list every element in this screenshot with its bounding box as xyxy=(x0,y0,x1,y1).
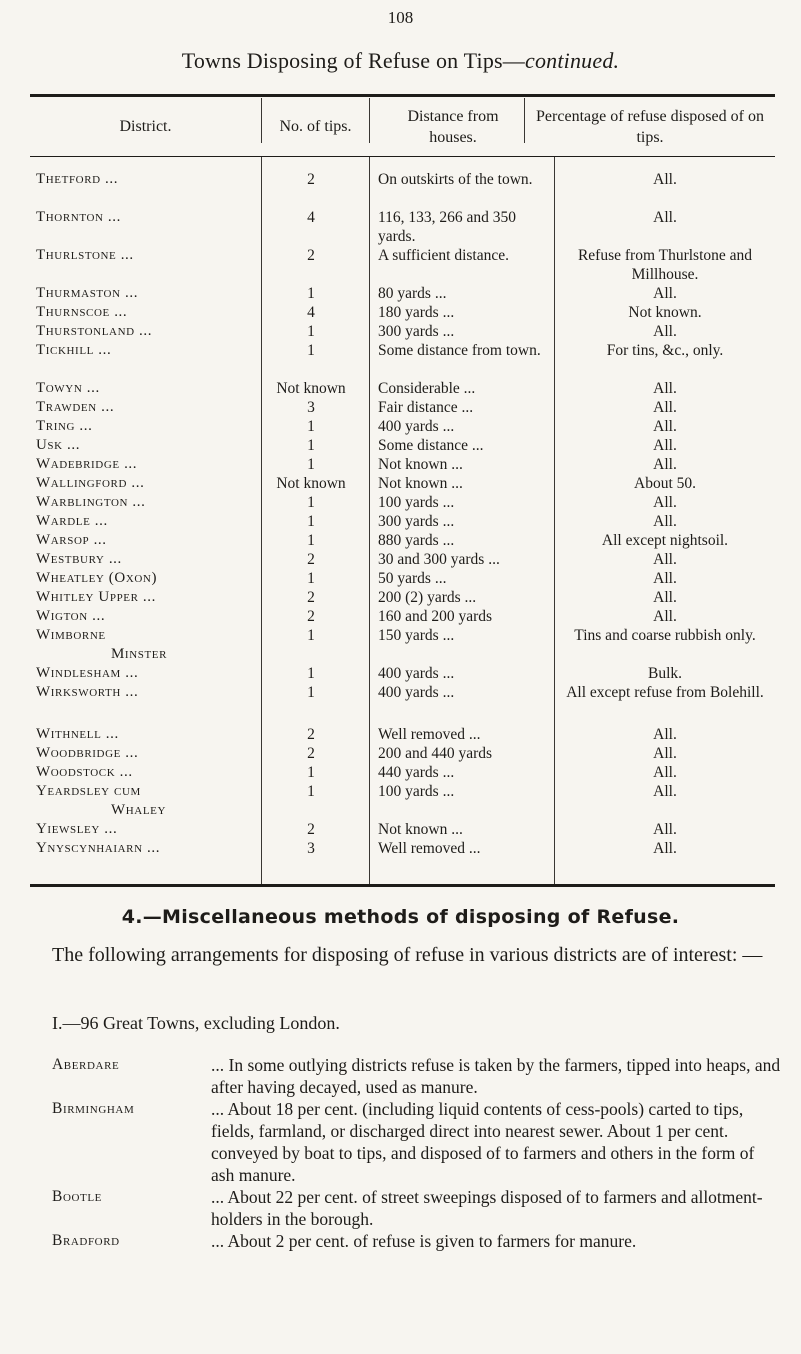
entry-town: Aberdare xyxy=(52,1056,120,1073)
distance-cell: 116, 133, 266 and 350 yards. xyxy=(378,209,517,245)
tips-cell: 1 xyxy=(307,323,315,340)
percentage-cell: All. xyxy=(653,608,677,625)
district-line-2: Minster xyxy=(111,646,168,662)
distance-cell: 180 yards ... xyxy=(378,303,552,322)
district-cell: Ynyscynhaiarn ... xyxy=(36,839,258,858)
distance-cell: On outskirts of the town. xyxy=(378,171,533,188)
district-cell: Withnell ... xyxy=(36,725,258,744)
table-row xyxy=(30,170,775,208)
distance-cell: A sufficient distance. xyxy=(378,247,510,264)
distance-cell: Not known ... xyxy=(378,455,552,474)
tips-cell: 1 xyxy=(307,532,315,549)
percentage-cell: All. xyxy=(653,494,677,511)
percentage-cell: Refuse from Thurlstone and Millhouse. xyxy=(577,247,753,283)
district-cell: Woodbridge ... xyxy=(36,744,258,763)
tips-cell: 2 xyxy=(307,171,315,188)
percentage-cell: All. xyxy=(653,285,677,302)
percentage-cell: All. xyxy=(653,418,677,435)
district-cell xyxy=(36,782,258,820)
distance-cell: Some distance ... xyxy=(378,436,552,455)
tips-cell: 1 xyxy=(307,437,315,454)
table-bottom-rule xyxy=(30,884,775,887)
tips-cell: 1 xyxy=(307,342,315,359)
table-row xyxy=(30,246,775,284)
percentage-cell: All. xyxy=(653,437,677,454)
tips-cell: 2 xyxy=(307,589,315,606)
tips-cell: 2 xyxy=(307,745,315,762)
tips-cell: 4 xyxy=(307,209,315,226)
tips-cell: 1 xyxy=(307,456,315,473)
table-row xyxy=(30,550,775,569)
table-row xyxy=(30,303,775,322)
percentage-cell: All. xyxy=(653,551,677,568)
distance-cell: Fair distance ... xyxy=(378,398,552,417)
entry-text: ... About 2 per cent. of refuse is given to farmers for manure. xyxy=(211,1230,782,1252)
percentage-cell: All. xyxy=(653,589,677,606)
header-percentage: Percentage of refuse disposed of on tips. xyxy=(536,108,764,146)
distance-cell: Not known ... xyxy=(378,474,552,493)
percentage-cell: All except refuse from Bolehill. xyxy=(566,684,764,701)
table-row xyxy=(30,626,775,664)
table-row xyxy=(30,341,775,379)
distance-cell: Considerable ... xyxy=(378,379,552,398)
page-heading xyxy=(0,48,801,74)
district-cell: Warblington ... xyxy=(36,493,258,512)
distance-cell: 200 (2) yards ... xyxy=(378,588,552,607)
table-row xyxy=(30,763,775,782)
table-top-rule xyxy=(30,94,775,97)
distance-cell: 440 yards ... xyxy=(378,763,552,782)
percentage-cell: Not known. xyxy=(628,304,702,321)
tips-cell: 1 xyxy=(307,764,315,781)
tips-cell: 3 xyxy=(307,399,315,416)
district-cell: Woodstock ... xyxy=(36,763,258,782)
table-row xyxy=(30,531,775,550)
percentage-cell: Bulk. xyxy=(647,665,683,682)
entry-town: Bootle xyxy=(52,1188,102,1205)
tips-cell: 2 xyxy=(307,821,315,838)
distance-cell: Well removed ... xyxy=(378,725,552,744)
distance-cell: 100 yards ... xyxy=(378,493,552,512)
header-rule xyxy=(30,156,775,157)
town-entries xyxy=(52,1054,782,1252)
district-cell: Whitley Upper ... xyxy=(36,588,258,607)
distance-cell: Some distance from town. xyxy=(378,342,541,359)
table-row xyxy=(30,455,775,474)
tips-cell: 1 xyxy=(307,570,315,587)
percentage-cell: All. xyxy=(653,821,677,838)
percentage-cell: All. xyxy=(653,840,677,857)
tips-cell: 1 xyxy=(307,684,315,701)
percentage-cell: All. xyxy=(653,209,677,226)
entry-text: ... About 22 per cent. of street sweepings disposed of to farmers and allotment-holders in the borough. xyxy=(211,1186,782,1230)
distance-cell: 300 yards ... xyxy=(378,512,552,531)
table-row xyxy=(30,322,775,341)
distance-cell: 300 yards ... xyxy=(378,322,552,341)
header-district: District. xyxy=(119,118,172,135)
district-cell: Usk ... xyxy=(36,436,258,455)
tips-cell: 3 xyxy=(307,840,315,857)
tips-cell: 1 xyxy=(307,783,315,800)
percentage-cell: All. xyxy=(653,726,677,743)
district-line-1: Yeardsley cum xyxy=(36,783,141,799)
district-cell: Wigton ... xyxy=(36,607,258,626)
district-cell: Wirksworth ... xyxy=(36,683,258,702)
percentage-cell: All. xyxy=(653,456,677,473)
distance-cell: Well removed ... xyxy=(378,839,552,858)
tips-cell: 1 xyxy=(307,627,315,644)
table-row xyxy=(30,493,775,512)
table-row xyxy=(30,588,775,607)
distance-cell: 30 and 300 yards ... xyxy=(378,550,552,569)
list-item xyxy=(52,1054,782,1098)
district-cell: Windlesham ... xyxy=(36,664,258,683)
entry-text: ... In some outlying districts refuse is taken by the farmers, tipped into heaps, and after having decayed, used as manure. xyxy=(211,1054,782,1098)
tips-cell: Not known xyxy=(276,475,346,492)
list-item xyxy=(52,1186,782,1230)
tips-cell: 4 xyxy=(307,304,315,321)
table-row xyxy=(30,512,775,531)
list-item xyxy=(52,1098,782,1186)
district-cell: Thetford ... xyxy=(36,170,258,189)
table-row xyxy=(30,474,775,493)
distance-cell: 880 yards ... xyxy=(378,531,552,550)
district-cell: Towyn ... xyxy=(36,379,258,398)
tips-cell: 2 xyxy=(307,726,315,743)
district-cell: Trawden ... xyxy=(36,398,258,417)
percentage-cell: About 50. xyxy=(634,475,696,492)
distance-cell: 200 and 440 yards xyxy=(378,745,493,762)
district-cell xyxy=(36,626,258,664)
heading-main: Towns Disposing of Refuse on Tips— xyxy=(181,48,525,73)
table-row xyxy=(30,683,775,725)
page-number: 108 xyxy=(387,8,414,27)
table-row xyxy=(30,417,775,436)
table-row xyxy=(30,284,775,303)
distance-cell: 150 yards ... xyxy=(378,626,552,645)
percentage-cell: All. xyxy=(653,513,677,530)
table-row xyxy=(30,379,775,398)
tips-cell: 2 xyxy=(307,247,315,264)
table-row xyxy=(30,782,775,820)
table-row xyxy=(30,208,775,246)
tips-cell: 1 xyxy=(307,494,315,511)
table-row xyxy=(30,607,775,626)
percentage-cell: All. xyxy=(653,171,677,188)
col-divider xyxy=(369,98,370,143)
table-row xyxy=(30,839,775,858)
distance-cell: 100 yards ... xyxy=(378,782,552,801)
section-title: 4.—Miscellaneous methods of disposing of Refuse. xyxy=(121,906,680,928)
district-line-2: Whaley xyxy=(111,802,167,818)
percentage-cell: All. xyxy=(653,380,677,397)
percentage-cell: All. xyxy=(653,323,677,340)
distance-cell: 400 yards ... xyxy=(378,417,552,436)
section-subheading: I.—96 Great Towns, excluding London. xyxy=(52,1013,340,1033)
table-row xyxy=(30,744,775,763)
distance-cell: 160 and 200 yards xyxy=(378,608,493,625)
district-cell: Thurlstone ... xyxy=(36,246,258,265)
heading-continued: continued. xyxy=(524,48,620,73)
tips-cell: 2 xyxy=(307,608,315,625)
district-line-1: Wimborne xyxy=(36,627,106,643)
percentage-cell: Tins and coarse rubbish only. xyxy=(574,627,756,644)
percentage-cell: All. xyxy=(653,399,677,416)
district-cell: Warsop ... xyxy=(36,531,258,550)
header-tips: No. of tips. xyxy=(279,118,352,135)
percentage-cell: All. xyxy=(653,745,677,762)
district-cell: Wheatley (Oxon) xyxy=(36,570,158,586)
percentage-cell: For tins, &c., only. xyxy=(606,342,724,359)
tips-cell: 1 xyxy=(307,513,315,530)
distance-cell: 80 yards ... xyxy=(378,284,552,303)
district-cell: Thurmaston ... xyxy=(36,284,258,303)
refuse-tips-table xyxy=(30,98,775,886)
entry-town: Birmingham xyxy=(52,1100,135,1117)
table-row xyxy=(30,664,775,683)
district-cell: Wallingford ... xyxy=(36,474,258,493)
table-row xyxy=(30,820,775,839)
section-intro: The following arrangements for disposing of refuse in various districts are of interest: — xyxy=(52,944,763,966)
district-cell: Thurstonland ... xyxy=(36,322,258,341)
table-row xyxy=(30,398,775,417)
tips-cell: 2 xyxy=(307,551,315,568)
distance-cell: Not known ... xyxy=(378,820,552,839)
district-cell: Thurnscoe ... xyxy=(36,303,258,322)
percentage-cell: All. xyxy=(653,570,677,587)
table-row xyxy=(30,725,775,744)
table-body xyxy=(30,170,775,858)
distance-cell: 50 yards ... xyxy=(378,569,552,588)
percentage-cell: All. xyxy=(653,764,677,781)
distance-cell: 400 yards ... xyxy=(378,664,552,683)
district-cell: Yiewsley ... xyxy=(36,820,258,839)
tips-cell: Not known xyxy=(276,380,346,397)
table-row xyxy=(30,436,775,455)
tips-cell: 1 xyxy=(307,285,315,302)
tips-cell: 1 xyxy=(307,665,315,682)
header-distance: Distance from houses. xyxy=(407,108,499,146)
percentage-cell: All. xyxy=(653,783,677,800)
col-divider xyxy=(524,98,525,143)
district-cell: Thornton ... xyxy=(36,208,258,227)
percentage-cell: All except nightsoil. xyxy=(601,532,729,549)
entry-text: ... About 18 per cent. (including liquid contents of cess-pools) carted to tips, fields, farmland, or discharged direct into nearest sewer. About 1 per cent. conveyed by boat to tips, and disposed of to farmers and others in the form of ash manure. xyxy=(211,1098,782,1186)
district-cell: Tring ... xyxy=(36,417,258,436)
distance-cell: 400 yards ... xyxy=(378,683,552,702)
table-row xyxy=(30,569,775,588)
district-cell: Wadebridge ... xyxy=(36,455,258,474)
district-cell: Westbury ... xyxy=(36,550,258,569)
district-cell: Tickhill ... xyxy=(36,341,258,360)
list-item xyxy=(52,1230,782,1252)
entry-town: Bradford xyxy=(52,1232,120,1249)
district-cell: Wardle ... xyxy=(36,512,258,531)
tips-cell: 1 xyxy=(307,418,315,435)
